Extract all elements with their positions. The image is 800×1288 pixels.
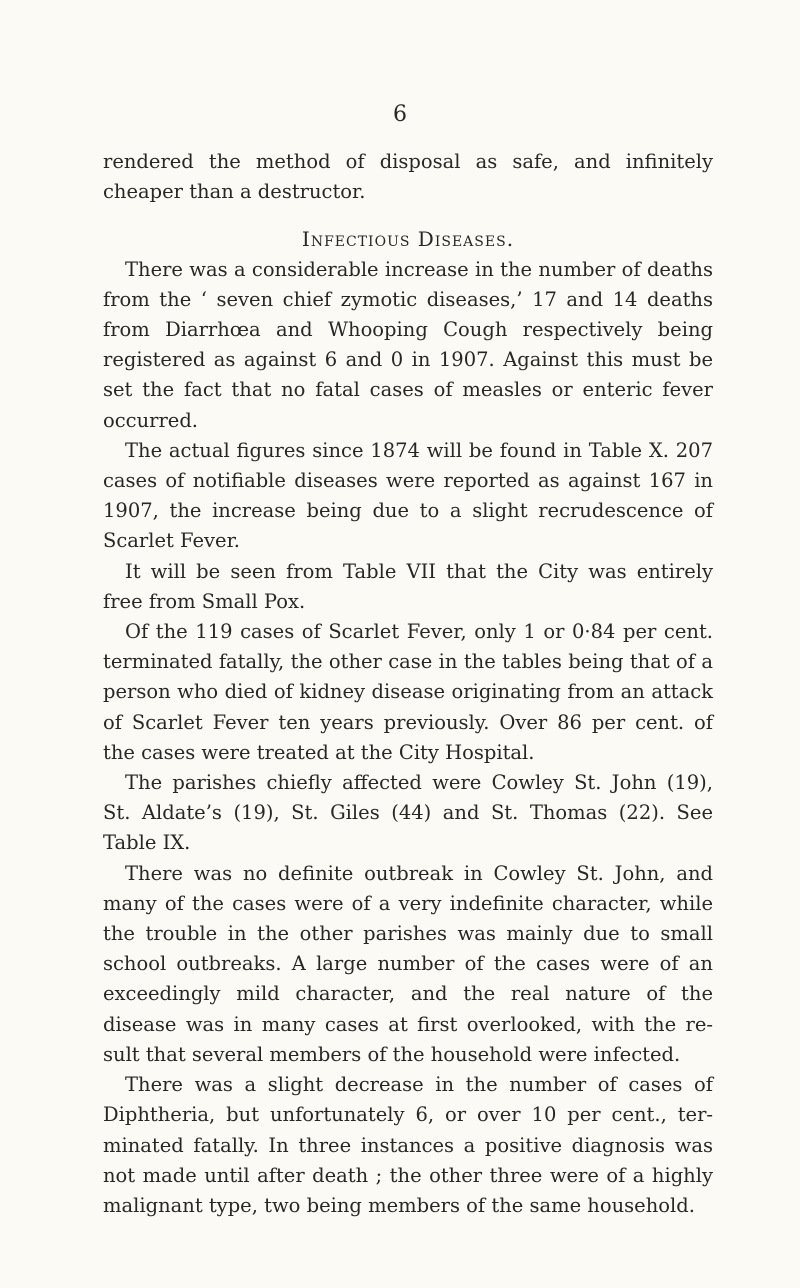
opening-paragraph: rendered the method of disposal as safe, and infinitely cheaper than a destructor. bbox=[103, 150, 713, 204]
paragraph: The actual figures since 1874 will be found in Table X. 207 cases of notifiable diseases were reported as against 167 in 1907, the increase being due to a slight recrudescence of Scarlet Fever. bbox=[103, 438, 713, 553]
body-text bbox=[103, 147, 713, 1221]
paragraph: There was a slight decrease in the number of cases of Diphtheria, but unfortunately 6, or over 10 per cent., ter-minated fatally. In three instances a positive diagnosis was not made until after death ; the other three were of a highly malignant type, two being members of the same household. bbox=[103, 1073, 713, 1217]
paragraph: Of the 119 cases of Scarlet Fever, only 1 or 0·84 per cent. terminated fatally, the other case in the tables being that of a person who died of kidney disease originating from an attack of Scarlet Fever ten years previously. Over 86 per cent. of the cases were treated at the City Hospital. bbox=[103, 620, 713, 764]
section-heading: Infectious Diseases. bbox=[301, 227, 515, 252]
paragraph: There was no definite outbreak in Cowley St. John, and many of the cases were of a very indefinite character, while the trouble in the other parishes was mainly due to small school outbreaks. A large number of the cases were of an exceedingly mild character, and the real nature of the disease was in many cases at first overlooked, with the re-sult that several members of the household were infected. bbox=[103, 861, 713, 1066]
paragraph: There was a considerable increase in the number of deaths from the ‘ seven chief zymotic diseases,’ 17 and 14 deaths from Diarrhœa and Whooping Cough respectively being registered as against 6 and 0 in 1907. Against this must be set the fact that no fatal cases of measles or enteric fever occurred. bbox=[103, 257, 713, 432]
paragraph: The parishes chiefly affected were Cowley St. John (19), St. Aldate’s (19), St. Giles (44) and St. Thomas (22). See Table IX. bbox=[103, 771, 713, 855]
paragraph: It will be seen from Table VII that the City was entirely free from Small Pox. bbox=[103, 559, 713, 613]
page-number: 6 bbox=[393, 102, 407, 127]
